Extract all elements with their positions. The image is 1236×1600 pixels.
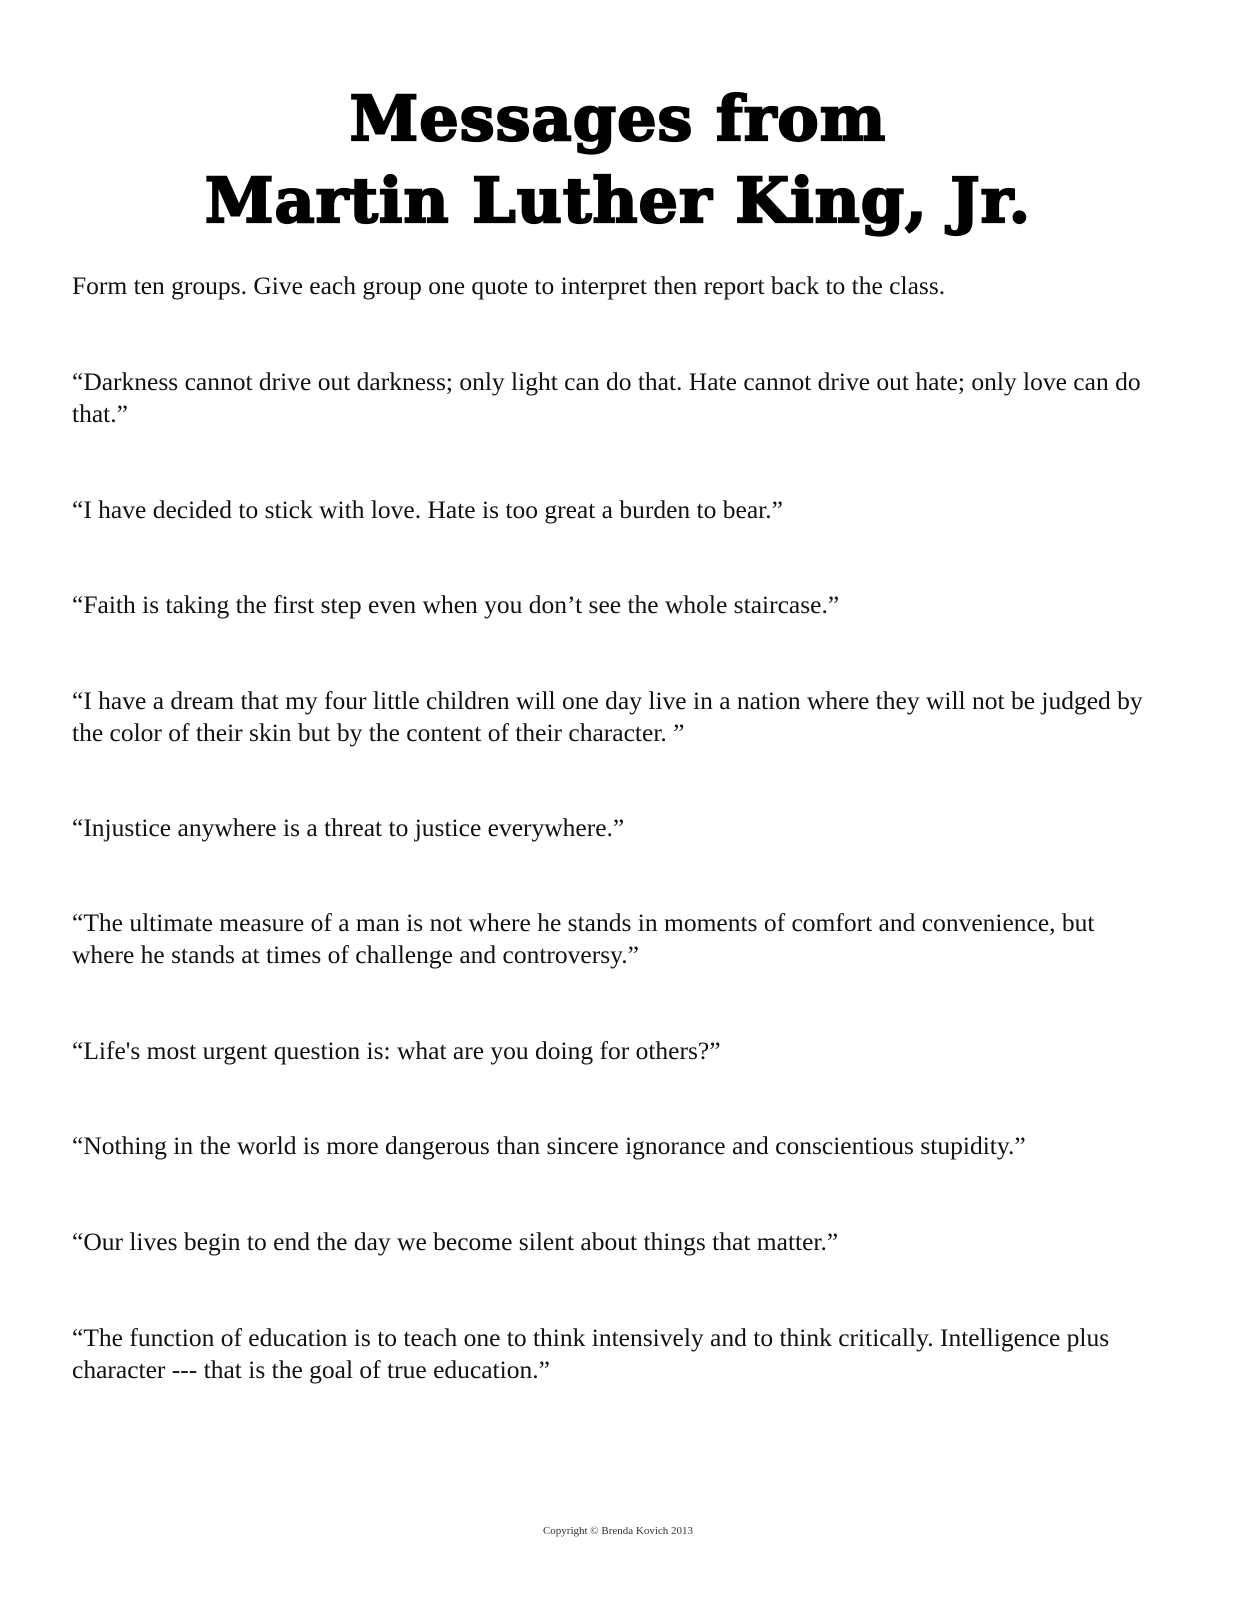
quote-8: “Nothing in the world is more dangerous than sincere ignorance and conscientious stupidity.” xyxy=(72,1131,1026,1160)
copyright-notice: Copyright © Brenda Kovich 2013 xyxy=(542,1525,694,1537)
title-line-2: Martin Luther King, Jr. xyxy=(204,164,1032,237)
quote-6: “The ultimate measure of a man is not where he stands in moments of comfort and convenience, but where he stands at times of challenge and controversy.” xyxy=(72,908,1095,969)
quote-2: “I have decided to stick with love. Hate is too great a burden to bear.” xyxy=(72,495,783,524)
quote-4: “I have a dream that my four little children will one day live in a nation where they will not be judged by the color of their skin but by the content of their character. ” xyxy=(72,686,1143,747)
title-line-1: Messages from xyxy=(349,82,887,155)
quote-7: “Life's most urgent question is: what are you doing for others?” xyxy=(72,1036,721,1065)
quote-10: “The function of education is to teach one to think intensively and to think critically. Intelligence plus character --- that is the goal of true education.” xyxy=(72,1323,1110,1384)
quote-5: “Injustice anywhere is a threat to justice everywhere.” xyxy=(72,813,625,842)
quote-1: “Darkness cannot drive out darkness; only light can do that. Hate cannot drive out hate; only love can do that.” xyxy=(72,367,1141,428)
page-title xyxy=(0,78,1236,242)
quote-3: “Faith is taking the first step even when you don’t see the whole staircase.” xyxy=(72,590,840,619)
quote-9: “Our lives begin to end the day we become silent about things that matter.” xyxy=(72,1227,839,1256)
instructions: Form ten groups. Give each group one quote to interpret then report back to the class. xyxy=(72,271,946,300)
